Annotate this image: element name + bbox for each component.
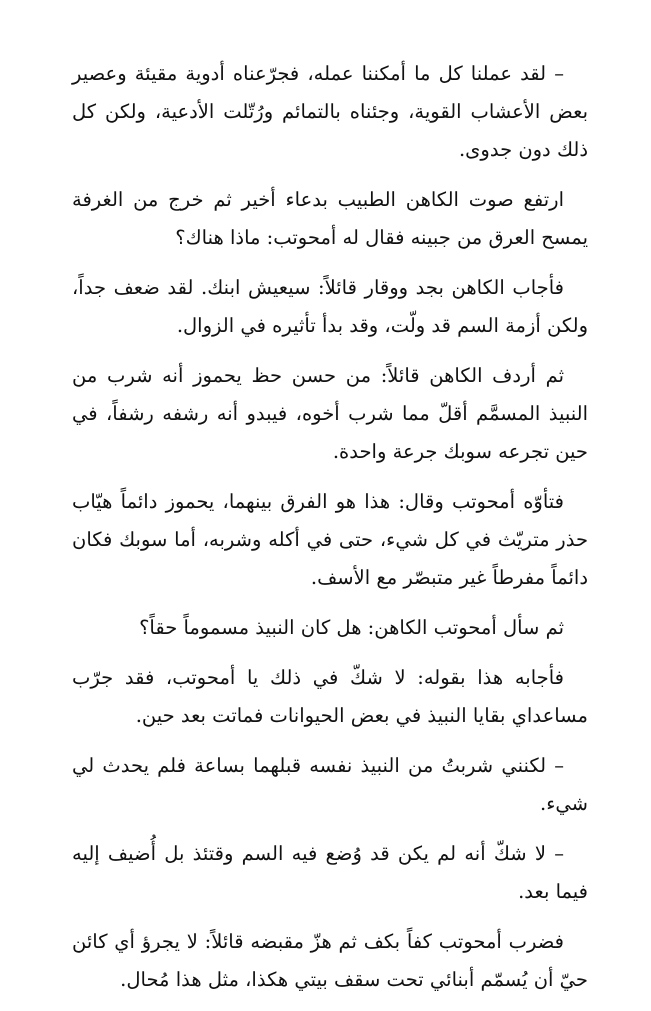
paragraph: ثم سأل أمحوتب الكاهن: هل كان النبيذ مسموماً حقاً؟	[139, 616, 564, 639]
paragraph: فأجاب الكاهن بجد ووقار قائلاً: سيعيش ابنك. لقد ضعف جداً، ولكن أزمة السم قد ولّت، وقد بدأ تأثيره في الزوال.	[72, 276, 588, 337]
paragraph: فضرب أمحوتب كفاً بكف ثم هزّ مقبضه قائلاً: لا يجرؤ أي كائن حيّ أن يُسمّم أبنائي تحت سقف بيتي هكذا، مثل هذا مُحال.	[72, 930, 588, 991]
paragraph: فأجابه هذا بقوله: لا شكّ في ذلك يا أمحوتب، فقد جرّب مساعداي بقايا النبيذ في بعض الحيوانات فماتت بعد حين.	[72, 666, 588, 727]
paragraph: – لا شكّ أنه لم يكن قد وُضع فيه السم وقتئذ بل أُضيف إليه فيما بعد.	[72, 842, 588, 903]
paragraph: فتأوّه أمحوتب وقال: هذا هو الفرق بينهما، يحموز دائماً هيّاب حذر متريّث في كل شيء، حتى في أكله وشربه، أما سوبك فكان دائماً مفرطاً غير متبصّر مع الأسف.	[72, 490, 588, 589]
book-page	[72, 55, 588, 1011]
paragraph: ارتفع صوت الكاهن الطبيب بدعاء أخير ثم خرج من الغرفة يمسح العرق من جبينه فقال له أمحوتب: ماذا هناك؟	[72, 188, 588, 249]
paragraph: – لكنني شربتُ من النبيذ نفسه قبلهما بساعة فلم يحدث لي شيء.	[72, 754, 588, 815]
paragraph: – لقد عملنا كل ما أمكننا عمله، فجرّعناه أدوية مقيئة وعصير بعض الأعشاب القوية، وجئناه بالتمائم ورُتّلت الأدعية، ولكن كل ذلك دون جدوى.	[72, 62, 588, 161]
paragraph: ثم أردف الكاهن قائلاً: من حسن حظ يحموز أنه شرب من النبيذ المسمَّم أقلّ مما شرب أخوه، فيبدو أنه رشفه رشفاً، في حين تجرعه سوبك جرعة واحدة.	[72, 364, 588, 463]
